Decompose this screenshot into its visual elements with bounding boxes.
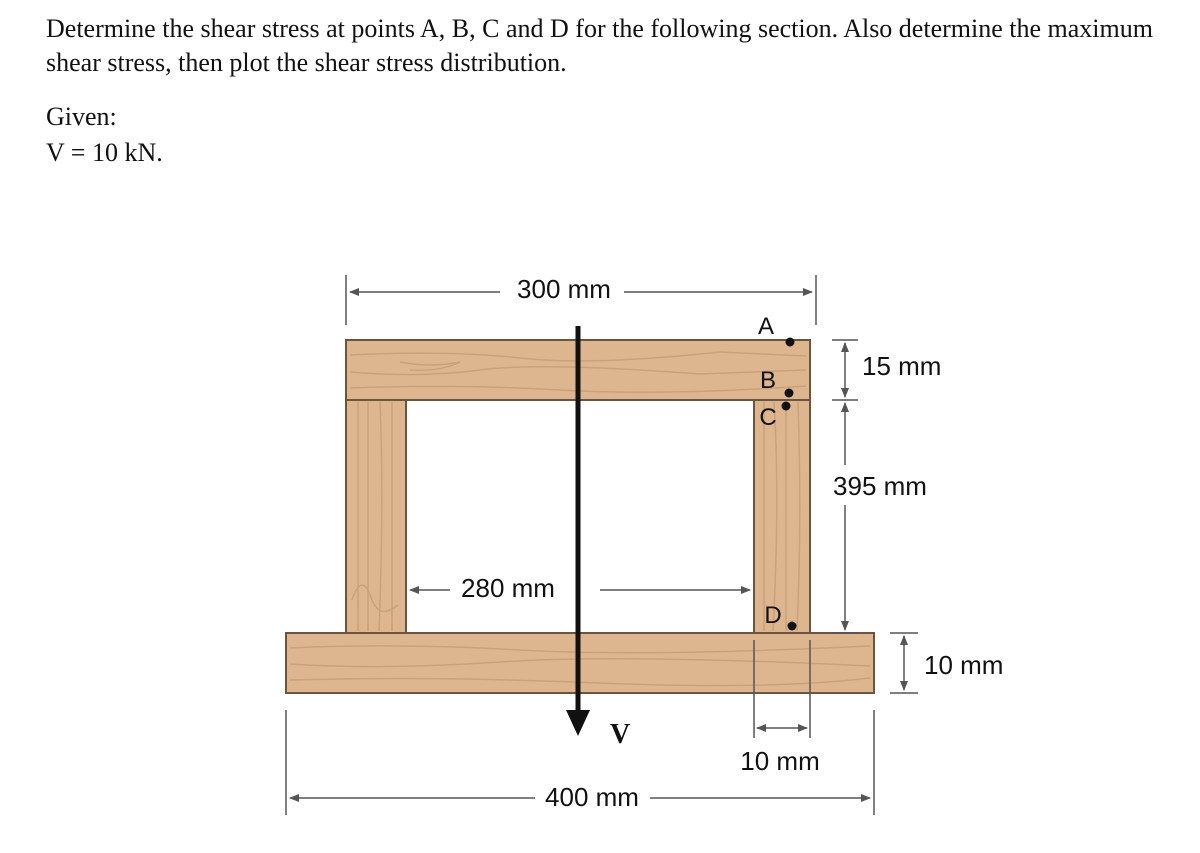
point-a-marker xyxy=(786,338,795,347)
dim-web-height xyxy=(832,403,927,633)
label-shear-load: V xyxy=(610,719,631,750)
dim-top-width xyxy=(346,274,816,325)
point-c-marker xyxy=(782,402,791,411)
point-a-label: A xyxy=(757,313,775,340)
label-bottom-flange-thickness: 10 mm xyxy=(924,650,1004,680)
label-web-thickness: 10 mm xyxy=(740,746,820,776)
problem-statement: Determine the shear stress at points A, B, C and D for the following section. Also determine the maximum shear stress, then plot the shear stress distribution. xyxy=(46,14,1153,77)
label-bottom-width: 400 mm xyxy=(545,782,639,812)
point-d-marker xyxy=(788,622,797,631)
right-web xyxy=(754,400,810,633)
given-label: Given: xyxy=(46,102,117,131)
left-web xyxy=(346,400,406,633)
given-value: V = 10 kN. xyxy=(46,138,163,167)
point-b-label: B xyxy=(759,367,777,394)
point-b-marker xyxy=(785,389,794,398)
point-c-label: C xyxy=(759,404,777,431)
dim-top-flange-thickness xyxy=(832,340,941,400)
point-d-label: D xyxy=(764,602,782,629)
label-web-height: 395 mm xyxy=(833,471,927,501)
label-top-width: 300 mm xyxy=(517,274,611,304)
label-top-flange-thickness: 15 mm xyxy=(862,351,942,381)
dim-bottom-flange-thickness xyxy=(890,633,1003,693)
label-inner-width: 280 mm xyxy=(461,573,555,603)
